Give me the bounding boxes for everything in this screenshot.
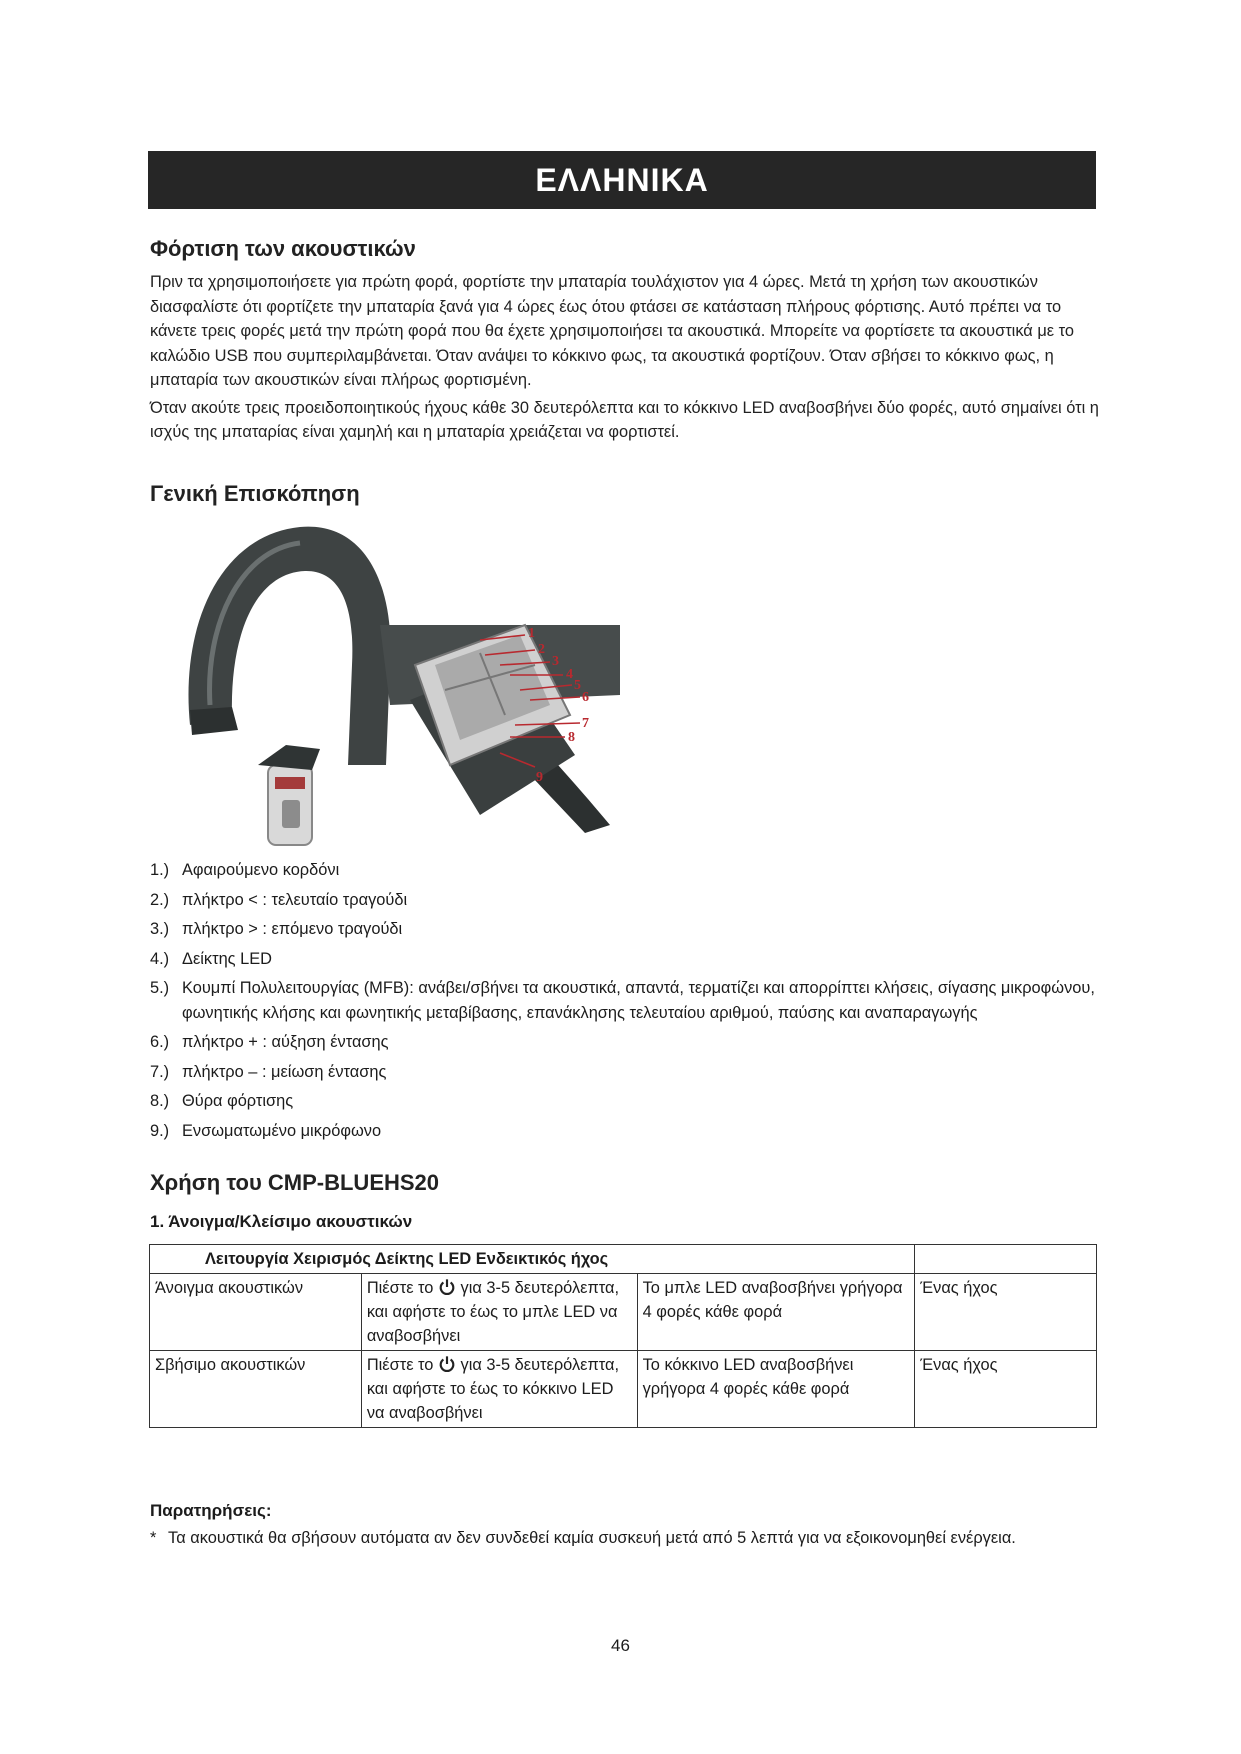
- heading-overview: Γενική Επισκόπηση: [150, 481, 360, 506]
- note-bullet: *: [150, 1529, 157, 1547]
- callout-5: 5: [574, 678, 581, 693]
- table-header-row: [150, 1245, 1097, 1274]
- charging-paragraph-1: Πριν τα χρησιμοποιήσετε για πρώτη φορά, φορτίστε την μπαταρία τουλάχιστον για 4 ώρες. Μετά τη χρήση των ακουστικών διασφαλίστε ότι φορτίζετε την μπαταρία ξανά για 4 ώρες έως ότου φτάσει σε κατάσταση πλήρους φόρτισης. Αυτό πρέπει να το κάνετε τρεις φορές μετά την πρώτη φορά που θα έχετε χρησιμοποιήσει τα ακουστικά. Μπορείτε να φορτίσετε τα ακουστικά με το καλώδιο USB που συμπεριλαμβάνεται. Όταν ανάψει το κόκκινο φως, τα ακουστικά φορτίζουν. Όταν σβήσει το κόκκινο φως, η μπαταρία των ακουστικών είναι πλήρως φορτισμένη.: [150, 273, 1075, 389]
- cell-led: Το μπλε LED αναβοσβήνει γρήγορα 4 φορές κάθε φορά: [637, 1274, 915, 1351]
- earpiece-button: [282, 800, 300, 828]
- list-item: 3.) πλήκτρο > : επόμενο τραγούδι: [150, 920, 403, 938]
- on-off-table: [149, 1244, 1097, 1428]
- note-text: Τα ακουστικά θα σβήσουν αυτόματα αν δεν συνδεθεί καμία συσκευή μετά από 5 λεπτά για να εξοικονομηθεί ενέργεια.: [168, 1529, 1016, 1547]
- callout-1: 1: [528, 626, 535, 641]
- notes-title: Παρατηρήσεις:: [150, 1501, 272, 1520]
- language-banner: ΕΛΛΗΝΙΚΑ: [148, 151, 1096, 209]
- cell-sound: Ένας ήχος: [915, 1351, 1097, 1428]
- cell-action: Πιέστε το για 3-5 δευτερόλεπτα, και αφήστε το έως το κόκκινο LED να αναβοσβήνει: [361, 1351, 637, 1428]
- subheading-on-off: 1. Άνοιγμα/Κλείσιμο ακουστικών: [150, 1212, 413, 1231]
- callout-7: 7: [582, 716, 589, 731]
- cell-function: Άνοιγμα ακουστικών: [150, 1274, 362, 1351]
- list-item: 1.) Αφαιρούμενο κορδόνι: [150, 861, 340, 879]
- power-icon: [438, 1355, 456, 1373]
- headband-hinge: [190, 707, 238, 735]
- callout-2: 2: [538, 642, 545, 657]
- heading-charging: Φόρτιση των ακουστικών: [150, 236, 416, 261]
- callout-9: 9: [536, 770, 543, 785]
- parts-list: [150, 858, 1100, 1148]
- power-icon: [438, 1278, 456, 1296]
- list-item: 2.) πλήκτρο < : τελευταίο τραγούδι: [150, 890, 408, 909]
- cell-action: Πιέστε το για 3-5 δευτερόλεπτα, και αφήστε το έως το μπλε LED να αναβοσβήνει: [361, 1274, 637, 1351]
- list-item: 6.) πλήκτρο + : αύξηση έντασης: [150, 1033, 389, 1051]
- heading-usage: Χρήση του CMP-BLUEHS20: [150, 1170, 440, 1195]
- table-header-label: Λειτουργία Χειρισμός Δείκτης LED Ενδεικτικός ήχος: [205, 1250, 609, 1268]
- headset-figure: [180, 515, 620, 850]
- earpiece-panel: [275, 777, 305, 789]
- list-item: 8.) Θύρα φόρτισης: [150, 1092, 294, 1110]
- note-item: [150, 1526, 1110, 1551]
- list-item: 5.) Κουμπί Πολυλειτουργίας (MFB): ανάβει/σβήνει τα ακουστικά, απαντά, τερματίζει και απορρίπτει κλήσεις, σίγασης μικροφώνου, φωνητικής κλήσης και φωνητικής μεταβίβασης, επανάκλησης τελευταίου αριθμού, παύσης και αναπαραγωγής: [150, 979, 1095, 1022]
- page-number: 46: [611, 1636, 630, 1655]
- callout-6: 6: [582, 690, 589, 705]
- charging-text: [150, 270, 1110, 445]
- cell-led: Το κόκκινο LED αναβοσβήνει γρήγορα 4 φορές κάθε φορά: [637, 1351, 915, 1428]
- charging-paragraph-2: Όταν ακούτε τρεις προειδοποιητικούς ήχους κάθε 30 δευτερόλεπτα και το κόκκινο LED αναβοσβήνει δύο φορές, αυτό σημαίνει ότι η ισχύς της μπαταρίας είναι χαμηλή και η μπαταρία χρειάζεται να φορτιστεί.: [150, 398, 1099, 441]
- list-item: 7.) πλήκτρο – : μείωση έντασης: [150, 1062, 387, 1081]
- table-row: [150, 1274, 1097, 1351]
- cell-sound: Ένας ήχος: [915, 1274, 1097, 1351]
- callout-3: 3: [552, 654, 559, 669]
- callout-4: 4: [566, 667, 573, 682]
- earpiece-top: [258, 745, 320, 770]
- list-item: 4.) Δείκτης LED: [150, 949, 273, 968]
- callout-8: 8: [568, 730, 575, 745]
- table-row: [150, 1351, 1097, 1428]
- cell-function: Σβήσιμο ακουστικών: [150, 1351, 362, 1428]
- list-item: 9.) Ενσωματωμένο μικρόφωνο: [150, 1121, 382, 1140]
